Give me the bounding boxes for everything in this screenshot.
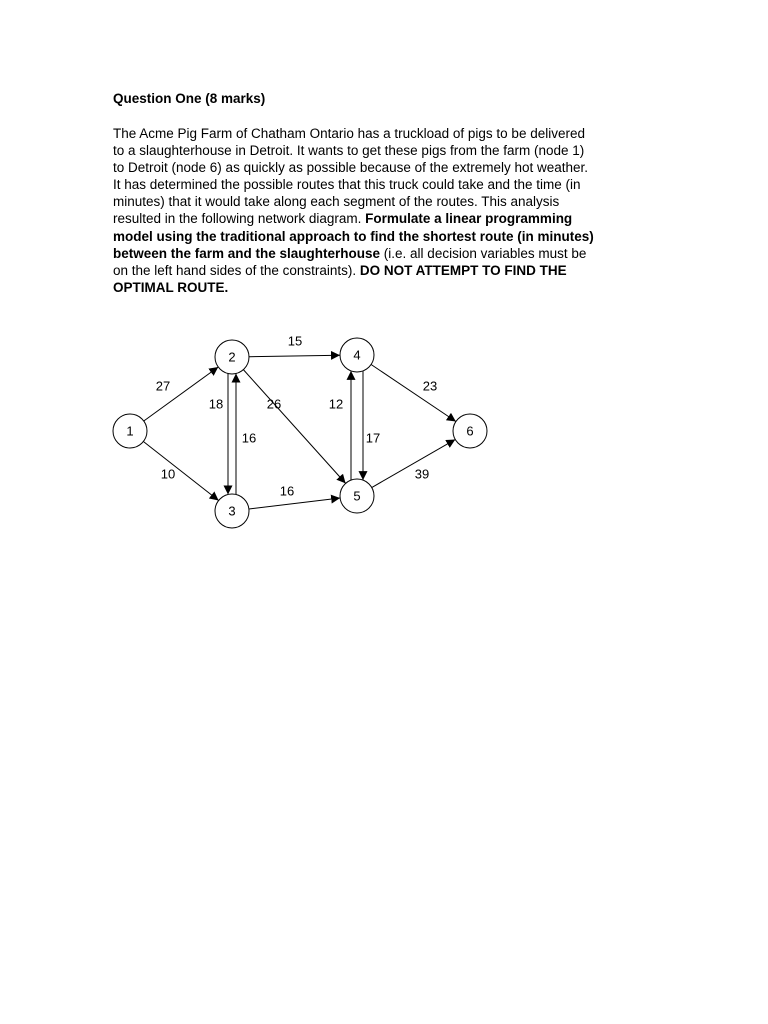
- edge-weight-2-5: 26: [266, 396, 282, 412]
- edge-weight-3-5: 16: [279, 483, 295, 499]
- edge-weight-2-4: 15: [287, 333, 303, 349]
- node-5-label: 5: [353, 488, 361, 504]
- text-run: to Detroit (node 6) as quickly as possible because of the extremely hot weather.: [113, 160, 589, 176]
- text-run: to a slaughterhouse in Detroit. It wants to get these pigs from the farm (node 1): [113, 143, 585, 159]
- text-run: (i.e. all decision variables must be: [380, 245, 587, 261]
- edge-5-6: [372, 439, 456, 487]
- text-run: on the left hand sides of the constraints).: [113, 262, 360, 278]
- node-6-label: 6: [466, 423, 474, 439]
- bold-text-run: between the farm and the slaughterhouse: [113, 245, 381, 261]
- edge-weight-5-4: 12: [328, 396, 344, 412]
- edge-weight-1-2: 27: [155, 378, 171, 394]
- edge-1-3: [143, 441, 218, 500]
- edge-4-6: [371, 364, 456, 421]
- node-2-label: 2: [228, 349, 236, 365]
- edge-2-4: [249, 355, 340, 356]
- edge-weight-5-6: 39: [414, 466, 430, 482]
- edge-weight-4-6: 23: [422, 378, 438, 394]
- edge-weight-4-5: 17: [365, 430, 381, 446]
- edge-weight-3-2: 16: [241, 430, 257, 446]
- edge-2-5: [243, 370, 345, 484]
- node-4-label: 4: [353, 347, 361, 363]
- text-run: minutes) that it would take along each segment of the routes. This analysis: [113, 194, 560, 210]
- bold-text-run: Formulate a linear programming: [365, 211, 573, 227]
- bold-text-run: OPTIMAL ROUTE.: [113, 279, 229, 295]
- text-run: It has determined the possible routes that this truck could take and the time (in: [113, 177, 581, 193]
- text-run: resulted in the following network diagram.: [113, 211, 366, 227]
- edge-weight-1-3: 10: [160, 466, 176, 482]
- node-3-label: 3: [228, 503, 236, 519]
- bold-text-run: DO NOT ATTEMPT TO FIND THE: [359, 262, 567, 278]
- bold-text-run: model using the traditional approach to find the shortest route (in minutes): [113, 228, 594, 244]
- node-1-label: 1: [126, 423, 134, 439]
- question-heading: Question One (8 marks): [113, 91, 266, 106]
- edge-3-5: [249, 498, 340, 509]
- text-run: The Acme Pig Farm of Chatham Ontario has a truckload of pigs to be delivered: [113, 126, 585, 141]
- edge-1-2: [144, 367, 218, 421]
- edge-weight-2-3: 18: [208, 396, 224, 412]
